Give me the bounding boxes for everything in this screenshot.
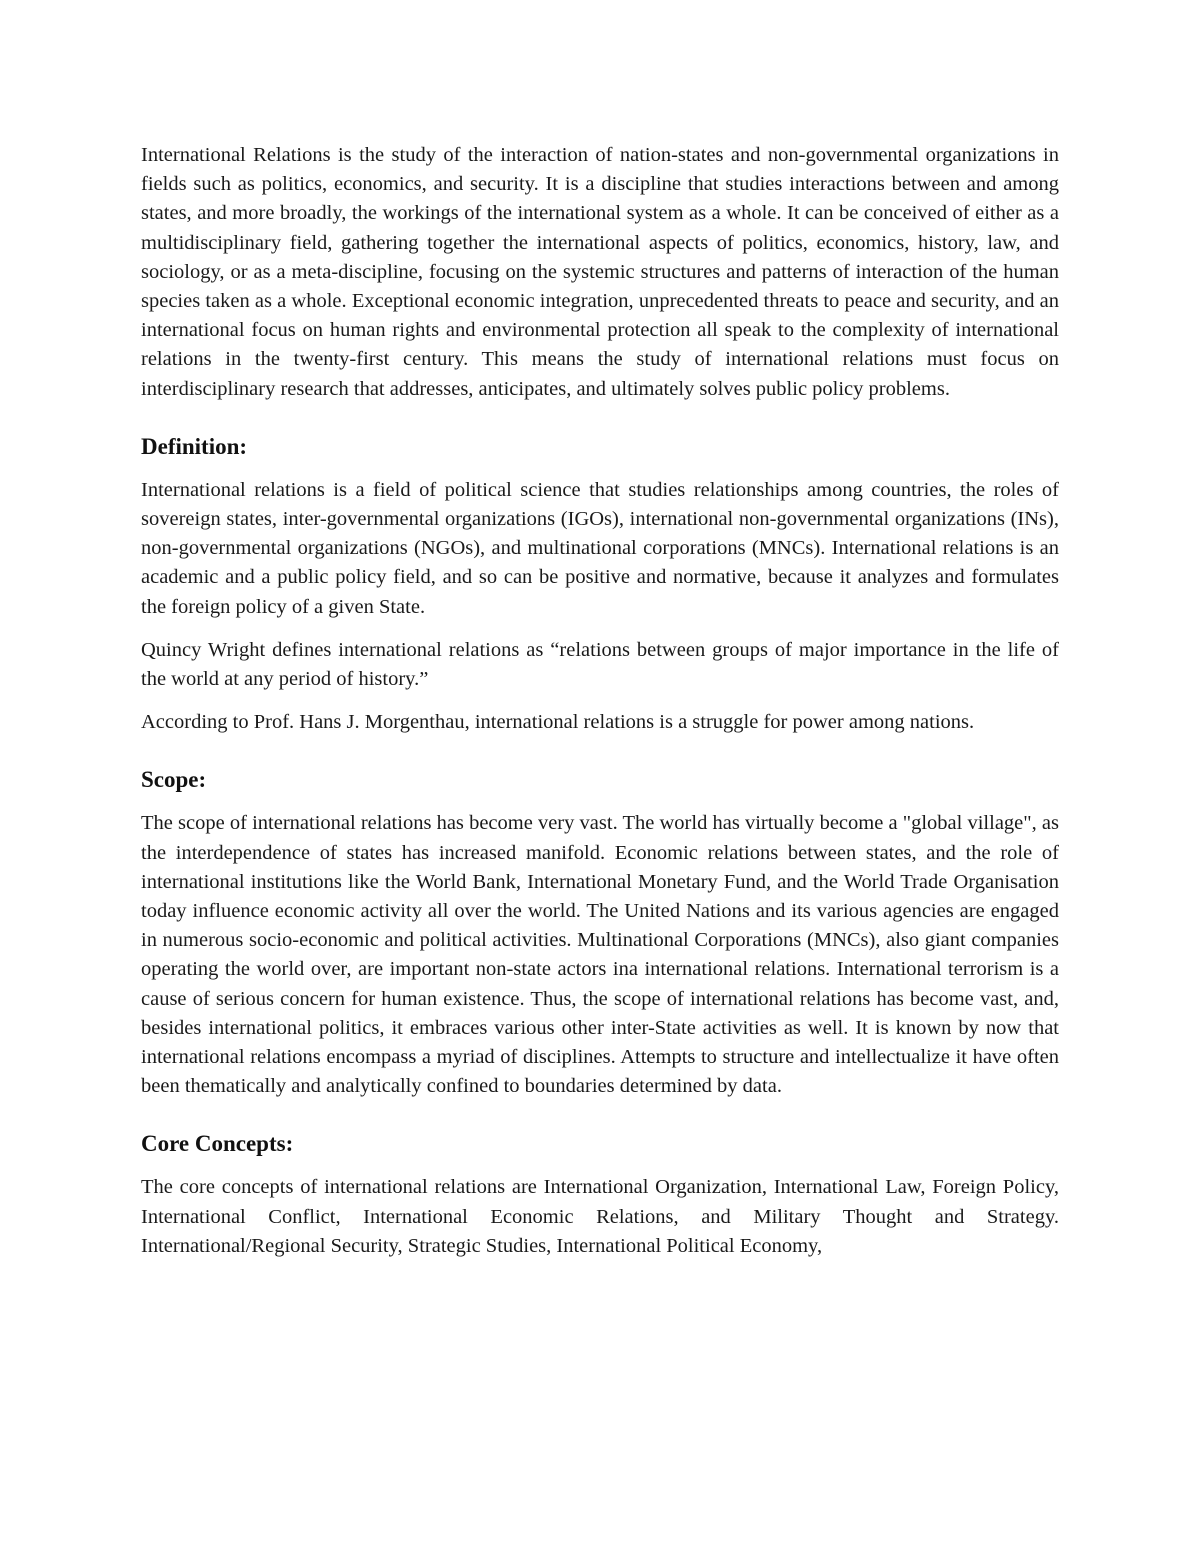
definition-heading: Definition: [141, 433, 248, 459]
intro-paragraph: International Relations is the study of the interaction of nation-states and non-governmental organizations in fields such as politics, economics, and security. It is a discipline that studies interactions between and among states, and more broadly, the workings of the international system as a whole. It can be conceived of either as a multidisciplinary field, gathering together the international aspects of politics, economics, history, law, and sociology, or as a meta-discipline, focusing on the systemic structures and patterns of interaction of the human species taken as a whole. Exceptional economic integration, unprecedented threats to peace and security, and an international focus on human rights and environmental protection all speak to the complexity of international relations in the twenty-first century. This means the study of international relations must focus on interdisciplinary research that addresses, anticipates, and ultimately solves public policy problems. [141, 144, 1059, 400]
document-body [141, 141, 1059, 1275]
quincy-wright-paragraph: Quincy Wright defines international relations as “relations between groups of major importance in the life of the world at any period of history.” [141, 638, 1059, 691]
definition-paragraph: International relations is a field of political science that studies relationships among countries, the roles of sovereign states, inter-governmental organizations (IGOs), international non-governmental organizations (INs), non-governmental organizations (NGOs), and multinational corporations (MNCs). International relations is an academic and a public policy field, and so can be positive and normative, because it analyzes and formulates the foreign policy of a given State. [141, 478, 1059, 618]
scope-heading: Scope: [141, 767, 207, 793]
scope-paragraph: The scope of international relations has become very vast. The world has virtually become a "global village", as the interdependence of states has increased manifold. Economic relations between states, and the role of international institutions like the World Bank, International Monetary Fund, and the World Trade Organisation today influence economic activity all over the world. The United Nations and its various agencies are engaged in numerous socio-economic and political activities. Multinational Corporations (MNCs), also giant companies operating the world over, are important non-state actors ina international relations. International terrorism is a cause of serious concern for human existence. Thus, the scope of international relations has become vast, and, besides international politics, it embraces various other inter-State activities as well. It is known by now that international relations encompass a myriad of disciplines. Attempts to structure and intellectualize it have often been thematically and analytically confined to boundaries determined by data. [141, 812, 1059, 1098]
core-concepts-heading: Core Concepts: [141, 1131, 294, 1157]
core-concepts-paragraph: The core concepts of international relations are International Organization, International Law, Foreign Policy, International Conflict, International Economic Relations, and Military Thought and Strategy. International/Regional Security, Strategic Studies, International Political Economy, [141, 1176, 1059, 1257]
morgenthau-paragraph: According to Prof. Hans J. Morgenthau, international relations is a struggle for power among nations. [141, 711, 975, 734]
